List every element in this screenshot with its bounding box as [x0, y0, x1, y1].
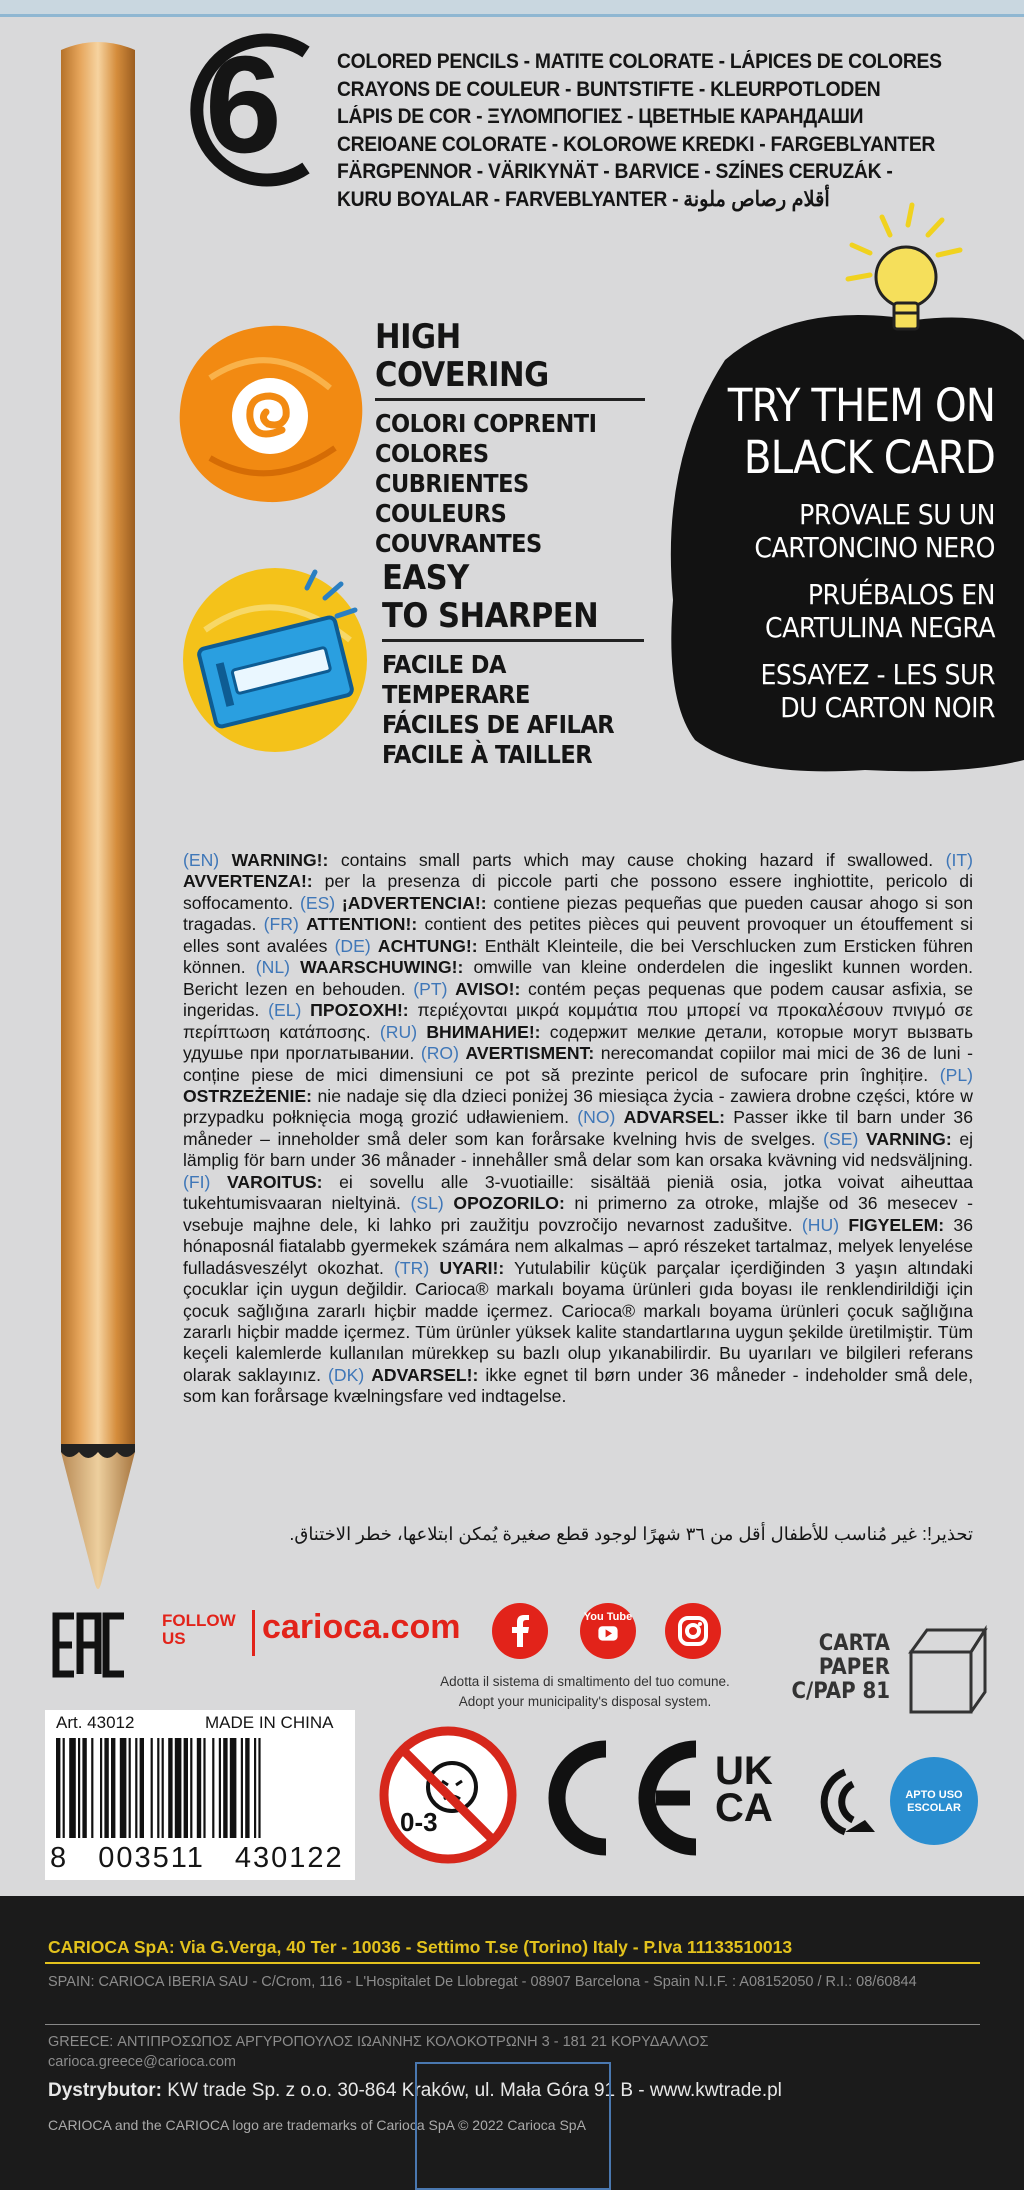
warning-entry: [183, 850, 946, 870]
warning-label: ΠΡΟΣΟΧΗ!:: [310, 1000, 409, 1021]
warning-label: ADVARSEL!:: [371, 1364, 479, 1385]
follow-us-label: FOLLOW US: [162, 1611, 236, 1648]
paper-box-icon: [905, 1622, 990, 1717]
product-name-line: LÁPIS DE COR - ΞΥΛΟΜΠΟΓΙΕΣ - ЦВЕТНЫЕ КАРАНДАШИ: [337, 105, 864, 128]
language-code: (SE): [823, 1128, 859, 1149]
pencil-count: 6: [205, 28, 278, 182]
swirl-icon: [170, 318, 370, 508]
school-use-badge: APTO USO ESCOLAR: [890, 1757, 978, 1845]
feature-high-covering: HIGH COVERING COLORI COPRENTI COLORES CUBRIENTES COULEURS COUVRANTES: [375, 318, 645, 559]
language-code: (ES): [299, 892, 336, 913]
warning-text: contém peças pequenas que podem causar asfixia, se ingeridas.: [183, 978, 974, 1021]
warning-text: ni primerno za otroke, mlajše od 36 mesecev - vsebuje majhne dele, ki lahko pri zaužitju povzročijo nevarnost zadušitve.: [183, 1193, 973, 1235]
made-in: MADE IN CHINA: [205, 1713, 334, 1732]
barcode-bar: [91, 1738, 93, 1838]
youtube-icon[interactable]: You Tube: [580, 1603, 636, 1659]
facebook-icon[interactable]: [492, 1603, 548, 1659]
address-spain: SPAIN: CARIOCA IBERIA SAU - C/Crom, 116 - L'Hospitalet De Llobregat - 08907 Barcelona - Spain N.I.F. : A08152050 / R.I.: 08/60844: [48, 1974, 917, 1990]
barcode-bars: [56, 1738, 348, 1838]
barcode-bar: [162, 1738, 164, 1838]
black-card-title: TRY THEM ON BLACK CARD: [727, 379, 995, 484]
feature-easy-sharpen: EASY TO SHARPEN FACILE DA TEMPERARE FÁCILES DE AFILAR FACILE À TAILLER: [382, 559, 644, 770]
barcode-bar: [230, 1738, 237, 1838]
warning-text: contient des petites pièces qui peuvent provoquer un étouffement si elles sont avalées: [183, 914, 974, 956]
barcode-bar: [56, 1738, 60, 1838]
warning-label: AVISO!:: [455, 978, 521, 999]
light-bulb-icon: [830, 195, 980, 345]
top-edge: [0, 0, 1024, 17]
warning-label: AVERTISMENT:: [465, 1043, 595, 1064]
barcode-bar: [69, 1738, 76, 1838]
warning-text: contiene piezas pequeñas que pueden causar ahogo si son tragadas.: [183, 892, 973, 935]
warning-label: WAARSCHUWING!:: [300, 957, 464, 978]
warning-label: UYARI!:: [439, 1257, 505, 1278]
warning-label: OSTRZEŻENIE:: [183, 1085, 313, 1106]
barcode-bar: [157, 1738, 159, 1838]
language-code: (TR): [394, 1257, 430, 1278]
barcode-bar: [219, 1738, 221, 1838]
product-names: [337, 48, 977, 213]
divider: [375, 398, 645, 401]
svg-text:EAC: EAC: [50, 1610, 53, 1611]
barcode-bar: [223, 1738, 227, 1838]
ukca-mark: UK CA: [715, 1749, 773, 1830]
barcode-bar: [78, 1738, 80, 1838]
distributor: Dystrybutor: KW trade Sp. z o.o. 30-864 Kraków, ul. Mała Góra 91 B - www.kwtrade.pl: [48, 2080, 782, 2101]
language-code: (SL): [410, 1193, 444, 1214]
warning-label: OPOZORILO:: [453, 1193, 565, 1214]
language-code: (RU): [379, 1021, 418, 1042]
safety-warning: [183, 850, 973, 1408]
not-for-under-3-icon: [378, 1725, 518, 1865]
warning-label: FIGYELEM:: [848, 1214, 945, 1235]
warning-text: omwille van kleine onderdelen die ingeslikt kunnen worden. Bericht lezen en behouden.: [183, 957, 973, 999]
language-code: (RO): [420, 1043, 459, 1064]
warning-text: nie nadaje się dla dzieci poniżej 36 miesiąca życia - zawiera drobne części, które w przypadku połknięcia mogą grozić udławieniem.: [183, 1085, 973, 1128]
divider: [45, 1962, 980, 1964]
product-name-line: FÄRGPENNOR - VÄRIKYNÄT - BARVICE - SZÍNES CERUZÁK -: [337, 160, 893, 183]
black-card-es: PRUÉBALOS EN CARTULINA NEGRA: [765, 578, 995, 644]
warning-text: ei sovellu alle 3-vuotiaille: sisältää pieniä osia, jotka voivat aiheuttaa tukehtumisvaaran nieltyinä.: [183, 1171, 973, 1214]
trademark-notice: CARIOCA and the CARIOCA logo are trademarks of Carioca SpA © 2022 Carioca SpA: [48, 2117, 586, 2133]
barcode-bar: [197, 1738, 201, 1838]
warning-text: nerecomandat copiilor mai mici de 36 de luni - conține piese de mici dimensiuni ce pot să prezinte pericol de sufocare prin înghițire.: [183, 1043, 974, 1085]
warning-text: ej lämplig för barn under 36 månader - innehåller små delar som kan orsaka kvävning vid nedsväljning.: [183, 1128, 974, 1171]
warning-text: περιέχονται μικρά κομμάτια που μπορεί να προκαλέσουν πνιγμό σε περίπτωση κατάποσης.: [183, 1000, 974, 1042]
address-greece: GREECE: ΑΝΤΙΠΡΟΣΩΠΟΣ ΑΡΓΥΡΟΠΟΥΛΟΣ ΙΩΑΝΝΗΣ ΚΟΛΟΚΟΤΡΩΝΗ 3 - 181 21 ΚΟΡΥΔΑΛΛΟΣ carioca.greece@carioca.com: [48, 2034, 709, 2070]
warning-text: Enthält Kleinteile, die bei Verschlucken zum Ersticken führen können.: [183, 935, 974, 978]
warning-label: VAROITUS:: [227, 1171, 323, 1192]
warning-label: ADVARSEL:: [623, 1107, 725, 1128]
language-code: (DE): [334, 935, 371, 956]
language-code: (DK): [328, 1364, 365, 1385]
selection-box: [415, 2062, 611, 2190]
article-number: Art. 43012: [56, 1713, 135, 1732]
arabic-warning: تحذير!: غير مُناسب للأطفال أقل من ٣٦ شهرًا لوجود قطع صغيرة يُمكن ابتلاعها، خطر الاختناق.: [289, 1524, 973, 1544]
barcode-bar: [140, 1738, 144, 1838]
language-code: (PL): [939, 1064, 973, 1085]
warning-label: VARNING:: [866, 1128, 952, 1149]
pencil-illustration: [55, 40, 141, 1600]
language-code: (FR): [263, 914, 299, 935]
divider: [382, 639, 644, 642]
barcode-bar: [129, 1738, 131, 1838]
barcode-bar: [254, 1738, 256, 1838]
barcode-bar: [203, 1738, 205, 1838]
barcode-bar: [151, 1738, 153, 1838]
black-card-fr: ESSAYEZ - LES SUR DU CARTON NOIR: [760, 658, 995, 724]
barcode-bar: [63, 1738, 65, 1838]
barcode-bar: [111, 1738, 115, 1838]
warning-text: 36 hónaposnál fiatalabb gyermekek számára nem alkalmas – apró részeket tartalmaz, melyek lenyelése fulladásveszélyt okozhat.: [183, 1214, 973, 1278]
barcode-bar: [245, 1738, 249, 1838]
barcode-bar: [104, 1738, 108, 1838]
warning-text: Yutulabilir küçük parçalar içerdiğinden 3 yaşın altındaki çocuklar için uygun değildir. Carioca® markalı boyama ürünleri gıda boyası ile renklendirildiği için çocuk sağlığına zararlı hiçbir madde içermez. Carioca® markalı boyama ürünleri çocuk sağlığına zararlı hiçbir madde içermez. Tüm ürünler yüksek kalite standartlarına uygun şekilde üretilmiştir. Tüm keçeli kalemlerde kullanılan mürekkep su bazlı olup yıkanabilirdir. Bu uyarıları ve bilgileri referans olarak saklayınız.: [183, 1257, 973, 1385]
warning-label: ATTENTION!:: [306, 914, 418, 935]
language-code: (PT): [413, 978, 448, 999]
warning-text: ikke egnet til børn under 36 måneder - indeholder små dele, som kan forårsage kvælningsfare ved indtagelse.: [183, 1364, 973, 1407]
address-italy: CARIOCA SpA: Via G.Verga, 40 Ter - 10036 - Settimo T.se (Torino) Italy - P.Iva 11133510013: [48, 1937, 793, 1957]
warning-label: ВНИМАНИЕ!:: [426, 1021, 541, 1042]
language-code: (HU): [801, 1214, 840, 1235]
divider: [45, 2024, 980, 2025]
product-name-line: CRAYONS DE COULEUR - BUNTSTIFTE - KLEURPOTLODEN: [337, 77, 881, 101]
instagram-icon[interactable]: [665, 1603, 721, 1659]
language-code: (FI): [183, 1171, 211, 1192]
barcode-bar: [212, 1738, 214, 1838]
recycle-icon: [805, 1762, 883, 1842]
website-link[interactable]: carioca.com: [262, 1608, 461, 1646]
product-name-line: COLORED PENCILS - MATITE COLORATE - LÁPICES DE COLORES: [337, 50, 942, 73]
warning-text: содержит мелкие детали, которые могут вызвать удушье при проглатывании.: [183, 1021, 973, 1064]
barcode-bar: [120, 1738, 127, 1838]
warning-label: WARNING!:: [231, 850, 329, 870]
divider: [252, 1610, 255, 1656]
barcode-bar: [135, 1738, 137, 1838]
warning-text: contains small parts which may cause choking hazard if swallowed.: [340, 850, 934, 870]
barcode-bar: [82, 1738, 86, 1838]
warning-label: ¡ADVERTENCIA!:: [341, 892, 487, 913]
warning-text: per la presenza di piccole parti che possono essere inghiottite, pericolo di soffocamento.: [183, 871, 974, 913]
language-code: (NL): [255, 957, 290, 978]
barcode-bar: [184, 1738, 188, 1838]
svg-text:0-3: 0-3: [400, 1807, 438, 1837]
barcode-bar: [190, 1738, 192, 1838]
warning-text: Passer ikke til barn under 36 måneder – inneholder små deler som kan forårsake kvelning hvis de svelges.: [183, 1107, 973, 1149]
language-code: (EL): [268, 1000, 302, 1021]
product-name-line: CREIOANE COLORATE - KOLOROWE KREDKI - FARGEBLYANTER: [337, 132, 936, 156]
barcode-bar: [100, 1738, 102, 1838]
barcode-digits: 8 003511 430122: [50, 1842, 344, 1874]
warning-label: ACHTUNG!:: [377, 935, 478, 956]
sharpener-icon: [175, 560, 375, 760]
carta-paper-mark: CARTA PAPER C/PAP 81: [791, 1631, 890, 1704]
eac-mark: [50, 1610, 130, 1680]
disposal-note: Adotta il sistema di smaltimento del tuo comune. Adopt your municipality's disposal system.: [440, 1674, 730, 1709]
barcode-bar: [241, 1738, 243, 1838]
barcode-bar: [168, 1738, 172, 1838]
barcode-bar: [175, 1738, 182, 1838]
product-name-line: KURU BOYALAR - FARVEBLYANTER - أقلام رصاص ملونة: [337, 187, 830, 211]
ce-mark: [528, 1735, 703, 1860]
black-card-it: PROVALE SU UN CARTONCINO NERO: [754, 498, 995, 564]
barcode-bar: [258, 1738, 260, 1838]
black-card-text: [690, 380, 995, 724]
language-code: (NO): [577, 1107, 616, 1128]
language-code: (IT): [945, 850, 973, 870]
warning-label: AVVERTENZA!:: [183, 871, 313, 892]
language-code: (EN): [183, 850, 220, 870]
